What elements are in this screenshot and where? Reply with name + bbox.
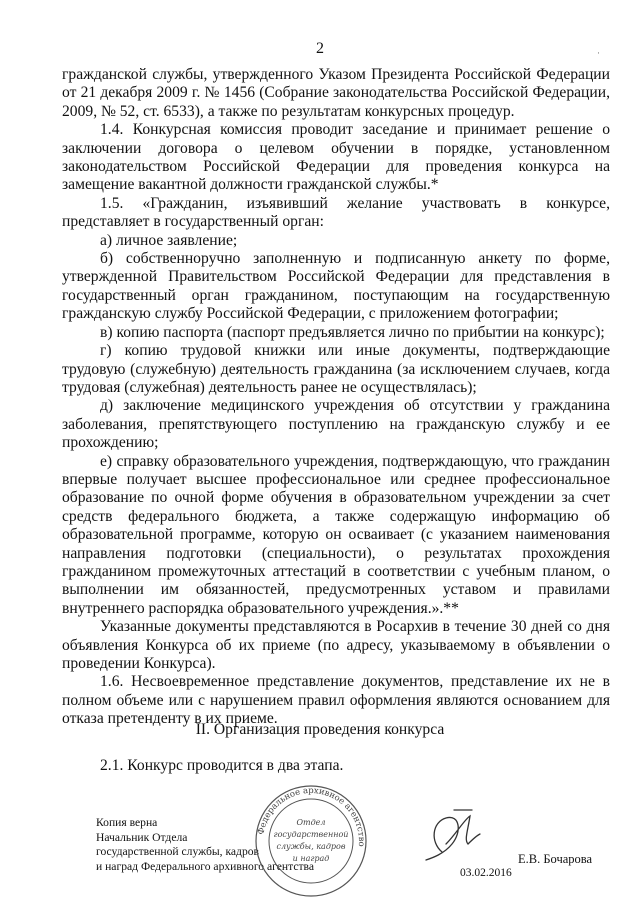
- paragraph-1-5: 1.5. «Гражданин, изъявивший желание участвовать в конкурсе, представляет в государственный орган:: [62, 194, 610, 231]
- certification-position: Начальник Отдела: [96, 830, 188, 844]
- list-item-d: д) заключение медицинского учреждения об отсутствии у гражданина заболевания, препятствующего поступлению на гражданскую службу и ее прохождению;: [62, 397, 610, 452]
- list-item-g: г) копию трудовой книжки или иные документы, подтверждающие трудовую (служебную) деятельность гражданина (за исключением случаев, когда трудовая (служебная) деятельность ранее не осуществлялась);: [62, 342, 610, 396]
- signer-name: Е.В. Бочарова: [518, 852, 593, 866]
- stamp-inner-text: Отдел: [296, 818, 326, 827]
- page-number: 2: [316, 40, 324, 57]
- paragraph-continuation: гражданской службы, утвержденного Указом Президента Российской Федерации от 21 декабря 2009 г. № 1456 (Собрание законодательства Российской Федерации, 2009, № 52, ст. 6533), а также по результатам конкурсных процедур.: [62, 66, 610, 120]
- stamp-inner-text: государственной: [273, 830, 349, 839]
- stamp-inner-text: и наград: [292, 854, 330, 863]
- list-item-a: а) личное заявление;: [100, 231, 238, 249]
- list-item-b: б) собственноручно заполненную и подписанную анкету по форме, утвержденной Правительством Российской Федерации для представления в государственный орган гражданином, поступающим на государственную гражданскую службу Российской Федерации, с приложением фотографии;: [62, 250, 610, 323]
- paragraph-1-6: 1.6. Несвоевременное представление документов, представление их не в полном объеме или с нарушением правил оформления являются основанием для отказа претенденту в их приеме.: [62, 673, 610, 728]
- stamp-inner-text: службы, кадров: [276, 842, 346, 851]
- round-stamp: [253, 783, 369, 899]
- paragraph-1-4: 1.4. Конкурсная комиссия проводит заседание и принимает решение о заключении договора о целевом обучении в порядке, установленном законодательством Российской Федерации для проведения конкурса на замещение вакантной должности гражданской службы.*: [62, 121, 610, 194]
- certification-department: государственной службы, кадров: [96, 845, 260, 858]
- certification-line: Копия верна: [96, 816, 158, 829]
- scan-mark: ·: [597, 48, 600, 58]
- certification-date: 03.02.2016: [460, 867, 512, 879]
- list-item-e: е) справку образовательного учреждения, подтверждающую, что гражданин впервые получает высшее профессиональное или среднее профессиональное образование по очной форме обучения в образовательном учреждении за счет средств федерального бюджета, а также содержащую информацию об образовательной программе, которую он осваивает (с указанием наименования направления подготовки (специальности), о результатах прохождения гражданином промежуточных аттестаций в соответствии с учебным планом, о выполнении им обязанностей, предусмотренных уставом и правилами внутреннего распорядка образовательного учреждения.».**: [62, 452, 610, 617]
- stamp-outer-text: Федеральное архивное агентство: [256, 785, 367, 847]
- certification-agency: и наград Федерального архивного агентства: [96, 859, 314, 873]
- paragraph-2-1: 2.1. Конкурс проводится в два этапа.: [100, 757, 344, 774]
- paragraph-documents: Указанные документы представляются в Росархив в течение 30 дней со дня объявления Конкурса об их приеме (по адресу, указываемому в объявлении о проведении Конкурса).: [62, 618, 610, 672]
- handwritten-signature: [410, 800, 490, 870]
- list-item-v: в) копию паспорта (паспорт предъявляется лично по прибытии на конкурс);: [100, 323, 605, 341]
- body-text: [62, 66, 610, 729]
- section-heading: II. Организация проведения конкурса: [195, 721, 445, 738]
